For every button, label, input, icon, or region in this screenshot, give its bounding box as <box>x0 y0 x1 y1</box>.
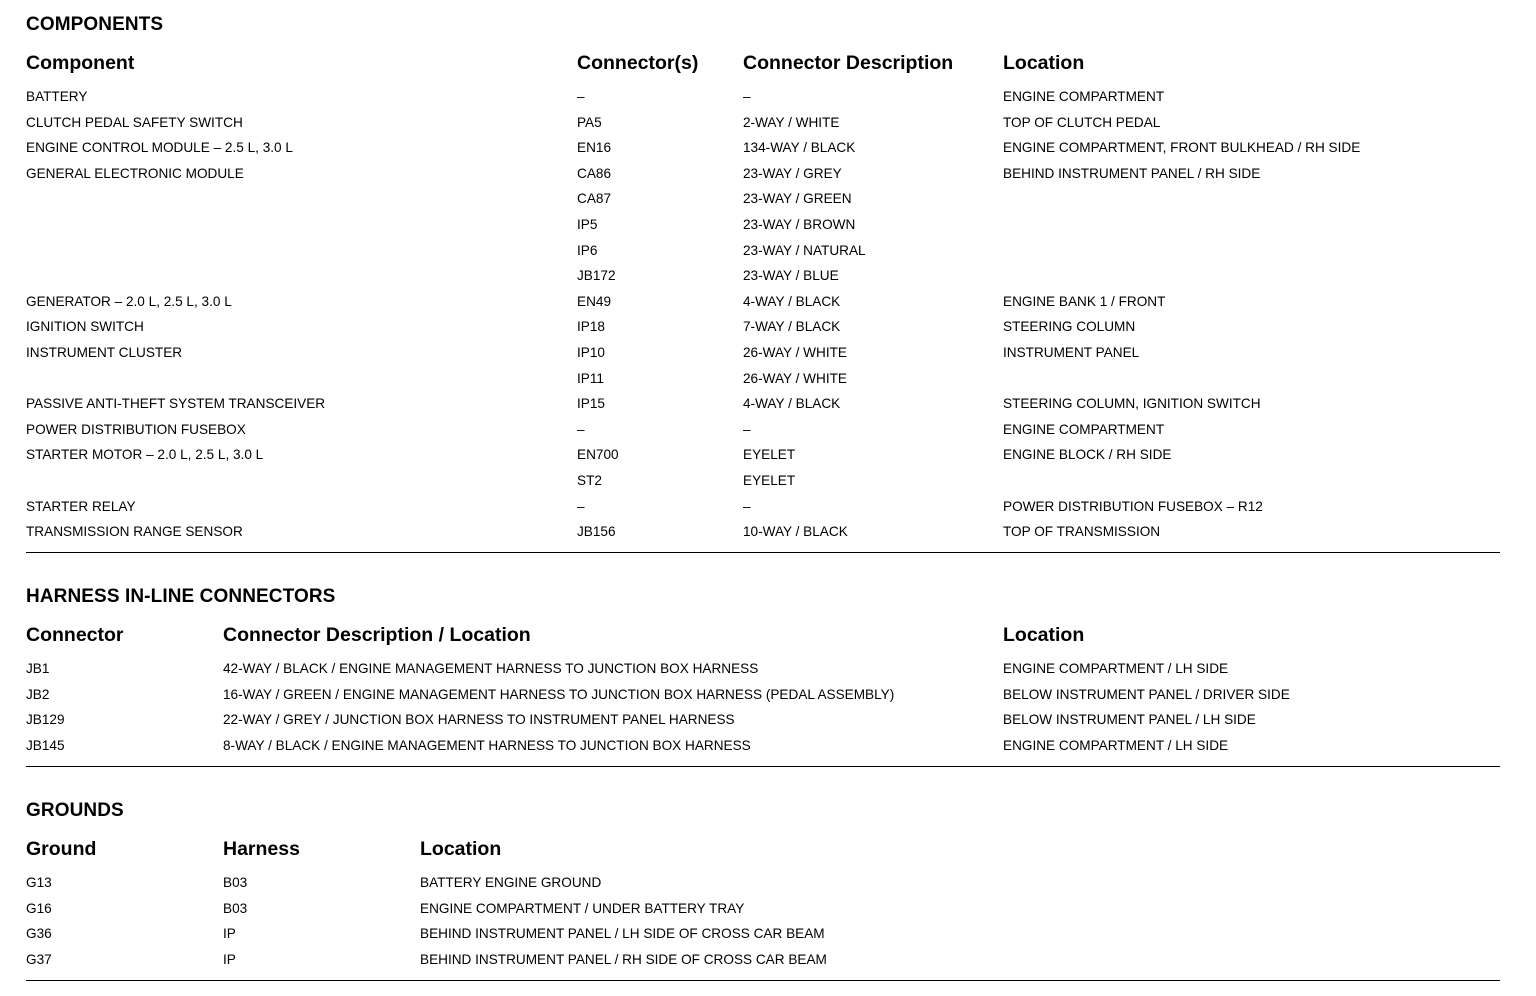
connector-cell: – <box>577 89 585 104</box>
table-row <box>26 293 1500 319</box>
ground-cell: G16 <box>26 900 52 916</box>
connector-cell: JB145 <box>26 737 65 753</box>
components-header-connectors: Connector(s) <box>577 52 699 74</box>
table-row <box>26 472 1500 498</box>
connector-cell: ST2 <box>577 473 602 488</box>
location-cell: BATTERY ENGINE GROUND <box>420 875 602 890</box>
connector-description-cell: 4-WAY / BLACK <box>743 293 841 309</box>
grounds-title: GROUNDS <box>26 800 124 821</box>
harness-cell: IP <box>223 951 236 967</box>
connector-cell: JB1 <box>26 661 50 676</box>
location-cell: ENGINE COMPARTMENT <box>1003 421 1165 437</box>
connector-description-cell: 16-WAY / GREEN / ENGINE MANAGEMENT HARNESS TO JUNCTION BOX HARNESS (PEDAL ASSEMBLY) <box>223 686 895 702</box>
connector-cell: IP6 <box>577 242 598 258</box>
component-cell: CLUTCH PEDAL SAFETY SWITCH <box>26 114 243 130</box>
connector-cell: IP5 <box>577 217 598 232</box>
connector-cell: – <box>577 421 585 437</box>
table-row <box>26 165 1500 191</box>
connector-description-cell: 134-WAY / BLACK <box>743 140 856 156</box>
table-row <box>26 446 1500 472</box>
connector-description-cell: 23-WAY / NATURAL <box>743 242 866 258</box>
component-cell: POWER DISTRIBUTION FUSEBOX <box>26 421 246 437</box>
location-cell: ENGINE BLOCK / RH SIDE <box>1003 447 1172 463</box>
grounds-header-ground: Ground <box>26 838 97 860</box>
connector-cell: JB172 <box>577 268 616 284</box>
connector-description-cell: 23-WAY / BROWN <box>743 217 856 232</box>
ground-cell: G37 <box>26 951 52 967</box>
connector-cell: PA5 <box>577 114 602 130</box>
connector-description-cell: 23-WAY / BLUE <box>743 268 839 284</box>
component-cell: INSTRUMENT CLUSTER <box>26 345 183 360</box>
table-row <box>26 344 1500 370</box>
connector-description-cell: 7-WAY / BLACK <box>743 319 841 335</box>
location-cell: ENGINE COMPARTMENT / LH SIDE <box>1003 661 1229 676</box>
connector-cell: IP10 <box>577 345 605 360</box>
table-row <box>26 139 1500 165</box>
connector-cell: IP18 <box>577 319 605 335</box>
components-header-component: Component <box>26 52 135 74</box>
table-row <box>26 395 1500 421</box>
grounds-divider <box>26 980 1500 981</box>
components-divider <box>26 552 1500 553</box>
connector-cell: JB2 <box>26 686 50 702</box>
table-row <box>26 925 1500 951</box>
connector-description-cell: 26-WAY / WHITE <box>743 370 847 386</box>
connector-cell: EN700 <box>577 447 619 463</box>
table-row <box>26 900 1500 926</box>
table-row <box>26 686 1500 712</box>
connector-description-cell: EYELET <box>743 447 796 463</box>
connector-description-cell: EYELET <box>743 473 796 488</box>
location-cell: POWER DISTRIBUTION FUSEBOX – R12 <box>1003 498 1263 514</box>
harness-cell: IP <box>223 926 236 942</box>
table-row <box>26 242 1500 268</box>
grounds-header-harness: Harness <box>223 838 300 860</box>
table-row <box>26 523 1500 549</box>
ground-cell: G13 <box>26 875 52 890</box>
connector-description-cell: 22-WAY / GREY / JUNCTION BOX HARNESS TO INSTRUMENT PANEL HARNESS <box>223 712 735 728</box>
component-cell: STARTER MOTOR – 2.0 L, 2.5 L, 3.0 L <box>26 447 264 463</box>
connector-cell: CA86 <box>577 165 612 181</box>
harness-divider <box>26 766 1500 767</box>
harness-header-location: Location <box>1003 624 1085 646</box>
location-cell: ENGINE BANK 1 / FRONT <box>1003 293 1166 309</box>
component-cell: STARTER RELAY <box>26 498 136 514</box>
components-title: COMPONENTS <box>26 14 164 35</box>
location-cell: ENGINE COMPARTMENT <box>1003 89 1165 104</box>
connector-description-cell: 2-WAY / WHITE <box>743 114 840 130</box>
connector-description-cell: 10-WAY / BLACK <box>743 524 848 540</box>
table-row <box>26 421 1500 447</box>
table-row <box>26 190 1500 216</box>
connector-description-cell: 23-WAY / GREEN <box>743 191 852 207</box>
location-cell: BEHIND INSTRUMENT PANEL / RH SIDE <box>1003 165 1261 181</box>
connector-cell: EN16 <box>577 140 612 156</box>
location-cell: BEHIND INSTRUMENT PANEL / RH SIDE OF CROSS CAR BEAM <box>420 951 827 967</box>
connector-cell: CA87 <box>577 191 612 207</box>
component-cell: ENGINE CONTROL MODULE – 2.5 L, 3.0 L <box>26 140 293 156</box>
location-cell: ENGINE COMPARTMENT, FRONT BULKHEAD / RH SIDE <box>1003 140 1361 156</box>
location-cell: BELOW INSTRUMENT PANEL / LH SIDE <box>1003 712 1256 728</box>
component-cell: IGNITION SWITCH <box>26 319 144 335</box>
table-row <box>26 660 1500 686</box>
table-row <box>26 267 1500 293</box>
location-cell: TOP OF CLUTCH PEDAL <box>1003 114 1161 130</box>
location-cell: INSTRUMENT PANEL <box>1003 345 1140 360</box>
ground-cell: G36 <box>26 926 52 942</box>
component-cell: TRANSMISSION RANGE SENSOR <box>26 524 243 540</box>
connector-description-cell: 23-WAY / GREY <box>743 165 842 181</box>
harness-header-connector: Connector <box>26 624 124 646</box>
connector-description-cell: – <box>743 421 751 437</box>
table-row <box>26 216 1500 242</box>
connector-description-cell: 8-WAY / BLACK / ENGINE MANAGEMENT HARNESS TO JUNCTION BOX HARNESS <box>223 737 751 753</box>
table-row <box>26 370 1500 396</box>
connector-description-cell: 42-WAY / BLACK / ENGINE MANAGEMENT HARNESS TO JUNCTION BOX HARNESS <box>223 661 759 676</box>
connector-cell: JB156 <box>577 524 616 540</box>
components-header-location: Location <box>1003 52 1085 74</box>
location-cell: STEERING COLUMN, IGNITION SWITCH <box>1003 396 1261 412</box>
location-cell: STEERING COLUMN <box>1003 319 1136 335</box>
table-row <box>26 498 1500 524</box>
table-row <box>26 711 1500 737</box>
connector-cell: EN49 <box>577 293 612 309</box>
component-cell: BATTERY <box>26 89 88 104</box>
location-cell: BEHIND INSTRUMENT PANEL / LH SIDE OF CROSS CAR BEAM <box>420 926 825 942</box>
connector-cell: JB129 <box>26 712 65 728</box>
harness-title: HARNESS IN-LINE CONNECTORS <box>26 586 336 607</box>
table-row <box>26 737 1500 763</box>
table-row <box>26 88 1500 114</box>
connector-cell: IP11 <box>577 370 604 386</box>
component-cell: GENERATOR – 2.0 L, 2.5 L, 3.0 L <box>26 293 232 309</box>
table-row <box>26 951 1500 977</box>
table-row <box>26 114 1500 140</box>
location-cell: ENGINE COMPARTMENT / UNDER BATTERY TRAY <box>420 900 745 916</box>
component-cell: GENERAL ELECTRONIC MODULE <box>26 165 244 181</box>
location-cell: TOP OF TRANSMISSION <box>1003 524 1161 540</box>
components-header-description: Connector Description <box>743 52 954 74</box>
harness-header-description: Connector Description / Location <box>223 624 531 646</box>
harness-cell: B03 <box>223 900 248 916</box>
connector-description-cell: – <box>743 498 751 514</box>
connector-description-cell: 26-WAY / WHITE <box>743 345 847 360</box>
table-row <box>26 318 1500 344</box>
connector-description-cell: – <box>743 89 751 104</box>
component-cell: PASSIVE ANTI-THEFT SYSTEM TRANSCEIVER <box>26 396 326 412</box>
grounds-header-location: Location <box>420 838 502 860</box>
table-row <box>26 874 1500 900</box>
connector-cell: – <box>577 498 585 514</box>
harness-cell: B03 <box>223 875 248 890</box>
location-cell: ENGINE COMPARTMENT / LH SIDE <box>1003 737 1229 753</box>
location-cell: BELOW INSTRUMENT PANEL / DRIVER SIDE <box>1003 686 1290 702</box>
connector-cell: IP15 <box>577 396 605 412</box>
connector-description-cell: 4-WAY / BLACK <box>743 396 841 412</box>
